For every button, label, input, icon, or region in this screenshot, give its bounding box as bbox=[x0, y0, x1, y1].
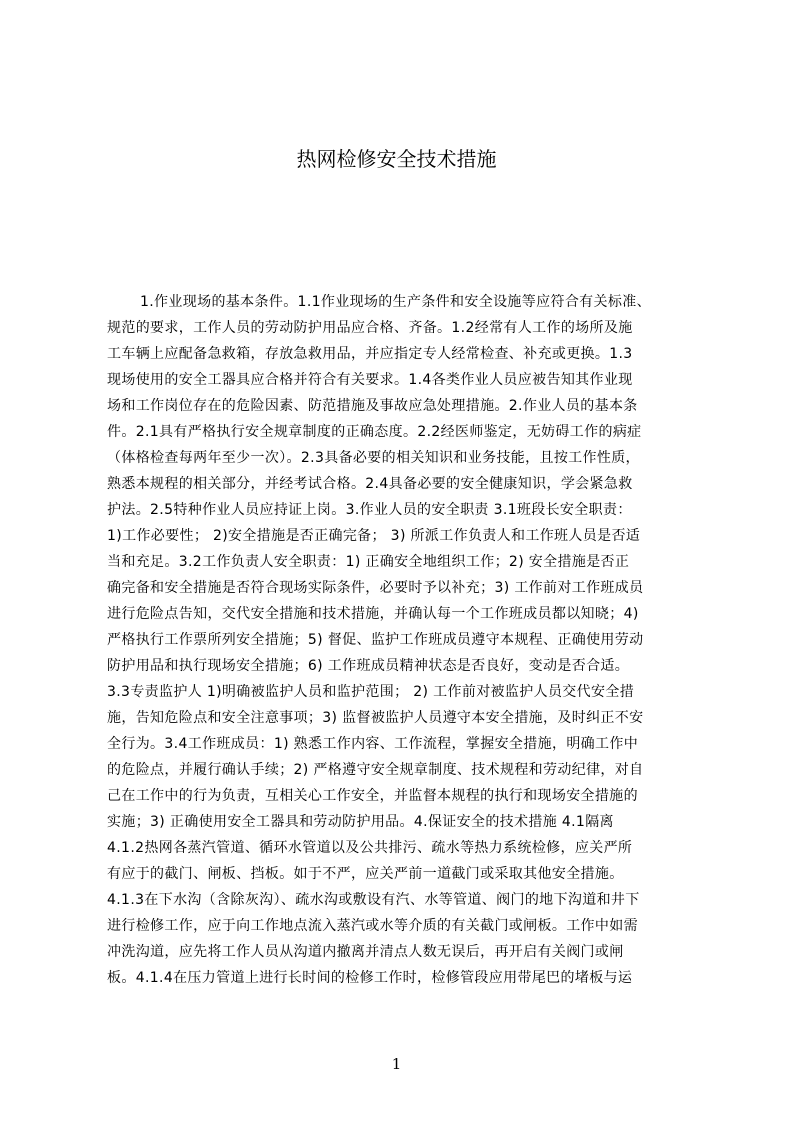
body-line: 场和工作岗位存在的危险因素、防范措施及事故应急处理措施。2.作业人员的基本条 bbox=[107, 398, 638, 414]
body-line: 板。4.1.4在压力管道上进行长时间的检修工作时，检修管段应用带尾巴的堵板与运 bbox=[107, 970, 633, 986]
body-line: 1.作业现场的基本条件。1.1作业现场的生产条件和安全设施等应符合有关标准、 bbox=[140, 294, 651, 310]
body-line: 进行检修工作，应于向工作地点流入蒸汽或水等介质的有关截门或闸板。工作中如需 bbox=[107, 918, 638, 934]
body-line: 4.1.3在下水沟（含除灰沟）、疏水沟或敷设有汽、水等管道、阀门的地下沟道和井下 bbox=[107, 892, 640, 908]
body-line: 全行为。3.4工作班成员：1) 熟悉工作内容、工作流程，掌握安全措施，明确工作中 bbox=[107, 736, 639, 752]
body-line: 件。2.1具有严格执行安全规章制度的正确态度。2.2经医师鉴定，无妨碍工作的病症 bbox=[107, 424, 642, 440]
body-paragraph bbox=[107, 289, 697, 991]
body-line: 现场使用的安全工器具应合格并符合有关要求。1.4各类作业人员应被告知其作业现 bbox=[107, 372, 633, 388]
body-line: 的危险点，并履行确认手续；2) 严格遵守安全规章制度、技术规程和劳动纪律，对自 bbox=[107, 762, 644, 778]
body-line: 3.3专责监护人 1)明确被监护人员和监护范围； 2) 工作前对被监护人员交代安全措 bbox=[107, 684, 635, 700]
body-line: 严格执行工作票所列安全措施；5) 督促、监护工作班成员遵守本规程、正确使用劳动 bbox=[107, 632, 644, 648]
body-line: 护法。2.5特种作业人员应持证上岗。3.作业人员的安全职责 3.1班段长安全职责： bbox=[107, 502, 632, 518]
body-line: 熟悉本规程的相关部分，并经考试合格。2.4具备必要的安全健康知识，学会紧急救 bbox=[107, 476, 633, 492]
page-number: 1 bbox=[391, 1055, 402, 1073]
body-line: 当和充足。3.2工作负责人安全职责：1) 正确安全地组织工作；2) 安全措施是否正 bbox=[107, 554, 630, 570]
body-line: 防护用品和执行现场安全措施；6) 工作班成员精神状态是否良好，变动是否合适。 bbox=[107, 658, 630, 674]
body-line: 规范的要求，工作人员的劳动防护用品应合格、齐备。1.2经常有人工作的场所及施 bbox=[107, 320, 633, 336]
body-line: 工车辆上应配备急救箱，存放急救用品，并应指定专人经常检查、补充或更换。1.3 bbox=[107, 346, 633, 362]
body-line: 进行危险点告知，交代安全措施和技术措施，并确认每一个工作班成员都以知晓；4) bbox=[107, 606, 639, 622]
body-line: 有应于的截门、闸板、挡板。如于不严，应关严前一道截门或采取其他安全措施。 bbox=[107, 866, 624, 882]
body-line: 施，告知危险点和安全注意事项；3) 监督被监护人员遵守本安全措施，及时纠正不安 bbox=[107, 710, 644, 726]
body-line: 冲洗沟道，应先将工作人员从沟道内撤离并清点人数无误后，再开启有关阀门或闸 bbox=[107, 944, 624, 960]
body-line: 实施；3) 正确使用安全工器具和劳动防护用品。4.保证安全的技术措施 4.1隔离 bbox=[107, 814, 614, 830]
document-title: 热网检修安全技术措施 bbox=[296, 147, 497, 171]
body-line: （体格检查每两年至少一次）。2.3具备必要的相关知识和业务技能，且按工作性质， bbox=[107, 450, 640, 466]
body-line: 4.1.2热网各蒸汽管道、循环水管道以及公共排污、疏水等热力系统检修，应关严所 bbox=[107, 840, 633, 856]
body-line: 己在工作中的行为负责，互相关心工作安全，并监督本规程的执行和现场安全措施的 bbox=[107, 788, 638, 804]
body-line: 1)工作必要性； 2)安全措施是否正确完备； 3) 所派工作负责人和工作班人员是否适 bbox=[107, 528, 641, 544]
body-line: 确完备和安全措施是否符合现场实际条件，必要时予以补充；3) 工作前对工作班成员 bbox=[107, 580, 644, 596]
